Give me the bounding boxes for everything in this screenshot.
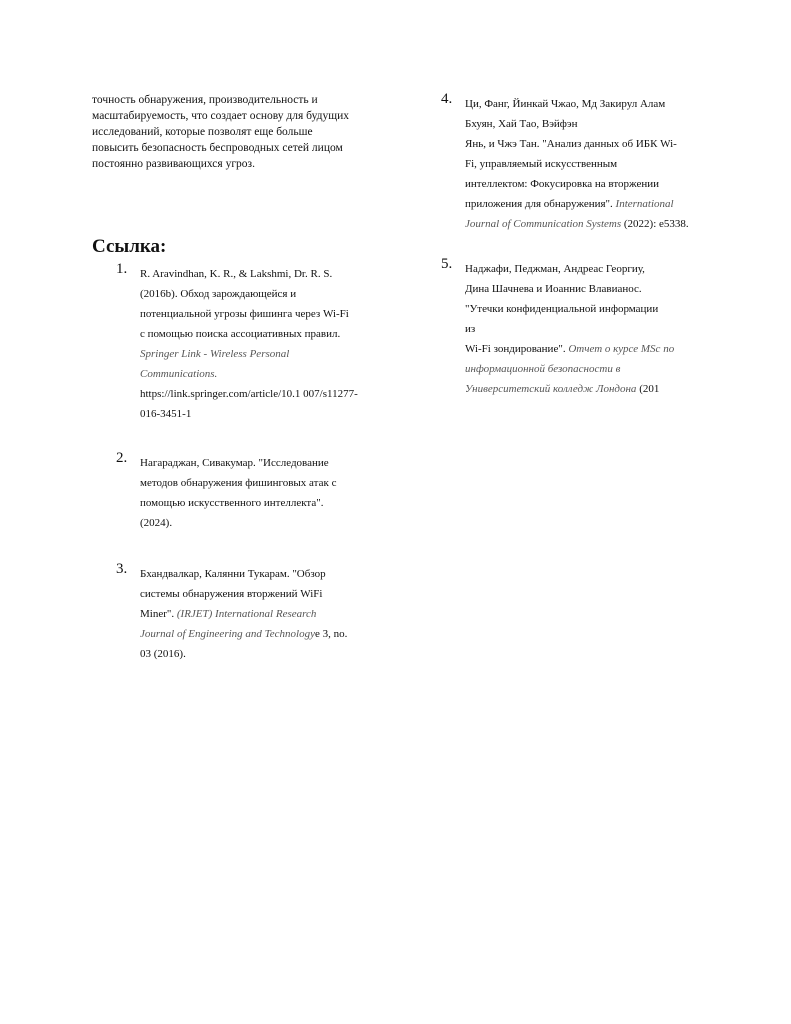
reference-line: системы обнаружения вторжений WiFi (140, 588, 323, 600)
reference-line-tail: (201 (636, 383, 660, 395)
reference-number: 3. (116, 561, 128, 577)
reference-line-tail: (2022): e5338. (621, 218, 689, 230)
reference-source: (IRJET) International Research (174, 608, 317, 620)
intro-line: точность обнаружения, производительность и (92, 94, 318, 106)
reference-source: International (612, 198, 674, 210)
reference-text (465, 94, 715, 234)
reference-number: 2. (116, 450, 128, 466)
references-heading: Ссылка: (92, 236, 167, 257)
reference-line: (2024). (140, 517, 173, 529)
reference-line (465, 214, 715, 234)
reference-source: Journal of Communication Systems (465, 218, 622, 230)
reference-line: помощью искусственного интеллекта". (140, 497, 324, 509)
reference-line: R. Aravindhan, K. R., & Lakshmi, Dr. R. S. (140, 268, 333, 280)
reference-line: Янь, и Чжэ Тан. "Анализ данных об ИБК Wi- (465, 138, 677, 150)
reference-line (140, 624, 390, 644)
reference-line: Fi, управляемый искусственным (465, 158, 618, 170)
reference-line: с помощью поиска ассоциативных правил. (140, 328, 341, 340)
reference-line: Ци, Фанг, Йинкай Чжао, Мд Закирул Алам (465, 98, 666, 110)
intro-line: постоянно развивающихся угроз. (92, 158, 255, 170)
reference-line: Нагараджан, Сивакумар. "Исследование (140, 457, 329, 469)
reference-line (465, 379, 715, 399)
reference-line-prefix: Miner". (140, 608, 175, 620)
reference-line (140, 604, 390, 624)
intro-paragraph (92, 92, 372, 172)
reference-line-prefix: приложения для обнаружения". (465, 198, 613, 210)
reference-url: https://link.springer.com/article/10.1 007/s11277- (140, 388, 358, 400)
reference-line: Бхандвалкар, Калянни Тукарам. "Обзор (140, 568, 326, 580)
reference-line (465, 339, 715, 359)
reference-line (465, 194, 715, 214)
reference-line: "Утечки конфиденциальной информации (465, 303, 659, 315)
reference-line: методов обнаружения фишинговых атак с (140, 477, 337, 489)
reference-line: потенциальной угрозы фишинга через Wi-Fi (140, 308, 349, 320)
reference-source: информационной безопасности в (465, 363, 621, 375)
intro-line: повысить безопасность беспроводных сетей лицом (92, 142, 343, 154)
intro-line: исследований, которые позволят еще больше (92, 126, 313, 138)
reference-line-tail: e 3, no. (314, 628, 348, 640)
reference-line-prefix: Wi-Fi зондирование". (465, 343, 566, 355)
intro-line: масштабируемость, что создает основу для будущих (92, 110, 349, 122)
reference-number: 1. (116, 261, 128, 277)
reference-source: Communications. (140, 368, 218, 380)
reference-text (140, 264, 390, 424)
reference-line: Бхуян, Хай Тао, Вэйфэн (465, 118, 578, 130)
reference-source: Springer Link - Wireless Personal (140, 348, 290, 360)
reference-line: из (465, 323, 476, 335)
reference-number: 5. (441, 256, 453, 272)
reference-text (140, 564, 390, 664)
reference-line: (2016b). Обход зарождающейся и (140, 288, 297, 300)
reference-url: 016-3451-1 (140, 408, 192, 420)
reference-text (140, 453, 390, 533)
reference-line: интеллектом: Фокусировка на вторжении (465, 178, 659, 190)
reference-line: 03 (2016). (140, 648, 186, 660)
reference-source: Университетский колледж Лондона (465, 383, 637, 395)
reference-line: Наджафи, Педжман, Андреас Георгиу, (465, 263, 645, 275)
reference-text (465, 259, 715, 399)
reference-number: 4. (441, 91, 453, 107)
reference-source: Отчет о курсе MSc по (565, 343, 675, 355)
reference-line: Дина Шачнева и Иоаннис Влавианос. (465, 283, 642, 295)
reference-source: Journal of Engineering and Technology (140, 628, 315, 640)
